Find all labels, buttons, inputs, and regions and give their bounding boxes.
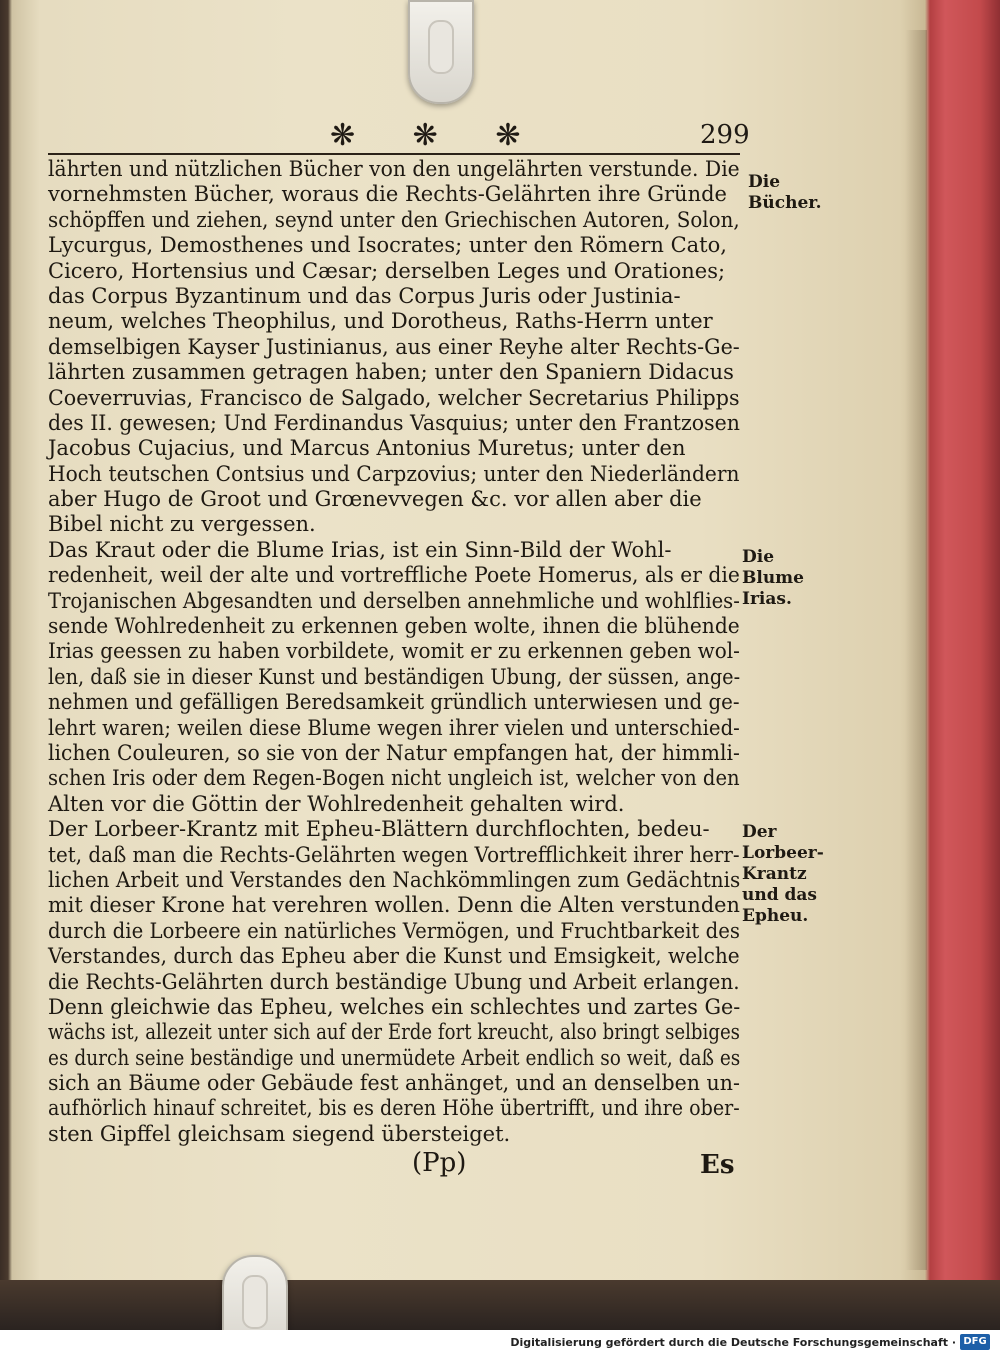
text-line: lährten zusammen getragen haben; unter den Spaniern Didacus <box>48 360 734 385</box>
margin-note-lorbeer-krantz: Der Lorbeer-Krantz und das Epheu. <box>742 822 824 926</box>
text-line: Verstandes, durch das Epheu aber die Kunst und Emsigkeit, welche <box>48 944 740 969</box>
text-line: die Rechts-Gelährten durch beständige Ubung und Arbeit erlangen. <box>48 969 740 994</box>
text-line: sich an Bäume oder Gebäude fest anhänget, und an denselben un- <box>48 1071 740 1096</box>
page-body <box>48 157 740 1147</box>
text-line: Der Lorbeer-Krantz mit Epheu-Blättern durchflochten, bedeu- <box>48 817 710 842</box>
text-line: Irias geessen zu haben vorbildete, womit er zu erkennen geben wol- <box>48 639 740 664</box>
text-line: des II. gewesen; Und Ferdinandus Vasquius; unter den Frantzosen <box>48 410 740 435</box>
text-line: Coeverruvias, Francisco de Salgado, welcher Secretarius Philipps <box>48 385 740 410</box>
text-line: tet, daß man die Rechts-Gelährten wegen Vortrefflichkeit ihrer herr- <box>48 842 740 867</box>
text-line: lährten und nützlichen Bücher von den ungelährten verstunde. Die <box>48 157 740 181</box>
text-line: sten Gipffel gleichsam siegend übersteiget. <box>48 1121 511 1146</box>
header-rule <box>48 153 740 155</box>
page-edge <box>905 30 927 1270</box>
text-line: schen Iris oder dem Regen-Bogen nicht ungleich ist, welcher von den <box>48 766 740 791</box>
text-line: Lycurgus, Demosthenes und Isocrates; unter den Römern Cato, <box>48 233 727 258</box>
text-line: Alten vor die Göttin der Wohlredenheit gehalten wird. <box>48 791 625 816</box>
text-line: demselbigen Kayser Justinianus, aus einer Reyhe alter Rechts-Ge- <box>48 334 740 359</box>
text-line: lehrt waren; weilen diese Blume wegen ihrer vielen und unterschied- <box>48 715 740 740</box>
text-line: nehmen und gefälligen Beredsamkeit gründlich unterwiesen und ge- <box>48 690 740 715</box>
text-line: sende Wohlredenheit zu erkennen geben wolte, ihnen die blühende <box>48 614 740 639</box>
footer-credit: Digitalisierung gefördert durch die Deutsche Forschungsgemeinschaft · <box>510 1336 956 1349</box>
text-line: lichen Arbeit und Verstandes den Nachkömmlingen zum Gedächtnis <box>48 867 741 892</box>
text-line: Bibel nicht zu vergessen. <box>48 512 316 537</box>
margin-note-blume-irias: Die Blume Irias. <box>742 547 804 609</box>
margin-note-die-buecher: Die Bücher. <box>748 172 822 213</box>
text-line: vornehmsten Bücher, woraus die Rechts-Gelährten ihre Gründe <box>48 182 727 207</box>
signature-mark: (Pp) <box>412 1148 467 1178</box>
text-line: aber Hugo de Groot und Grœnevvegen &c. vor allen aber die <box>48 487 702 512</box>
page-clip-icon <box>408 0 474 104</box>
catchword: Es <box>700 1150 735 1180</box>
book-bottom-edge <box>0 1280 1000 1330</box>
text-line: Das Kraut oder die Blume Irias, ist ein Sinn-Bild der Wohl- <box>48 537 672 562</box>
text-line: redenheit, weil der alte und vortreffliche Poete Homerus, als er die <box>48 563 740 588</box>
header-ornament: ❋ ❋ ❋ <box>330 118 545 153</box>
text-line: lichen Couleuren, so sie von der Natur empfangen hat, der himmli- <box>48 740 740 765</box>
text-line: mit dieser Krone hat verehren wollen. Denn die Alten verstunden <box>48 893 740 918</box>
text-line: schöpffen und ziehen, seynd unter den Griechischen Autoren, Solon, <box>48 207 740 232</box>
text-line: Cicero, Hortensius und Cæsar; derselben Leges und Orationes; <box>48 258 726 283</box>
text-line: das Corpus Byzantinum und das Corpus Juris oder Justinia- <box>48 283 681 308</box>
text-line: neum, welches Theophilus, und Dorotheus, Raths-Herrn unter <box>48 309 713 334</box>
text-line: Jacobus Cujacius, und Marcus Antonius Muretus; unter den <box>48 436 686 461</box>
footer-bar <box>0 1330 1000 1355</box>
text-line: durch die Lorbeere ein natürliches Vermögen, und Fruchtbarkeit des <box>48 918 740 943</box>
text-line: Hoch teutschen Contsius und Carpzovius; unter den Niederländern <box>48 461 740 486</box>
text-line: wächs ist, allezeit unter sich auf der Erde fort kreucht, also bringt selbiges <box>48 1020 740 1045</box>
text-line: Trojanischen Abgesandten und derselben annehmliche und wohlflies- <box>48 588 740 613</box>
text-line: aufhörlich hinauf schreitet, bis es deren Höhe übertrifft, und ihre ober- <box>48 1096 740 1121</box>
text-line: es durch seine beständige und unermüdete Arbeit endlich so weit, daß es <box>48 1045 741 1070</box>
text-line: Denn gleichwie das Epheu, welches ein schlechtes und zartes Ge- <box>48 994 741 1019</box>
page-number: 299 <box>700 120 750 150</box>
dfg-logo-icon: DFG <box>960 1334 990 1350</box>
text-line: len, daß sie in dieser Kunst und beständigen Ubung, der süssen, ange- <box>48 664 741 689</box>
